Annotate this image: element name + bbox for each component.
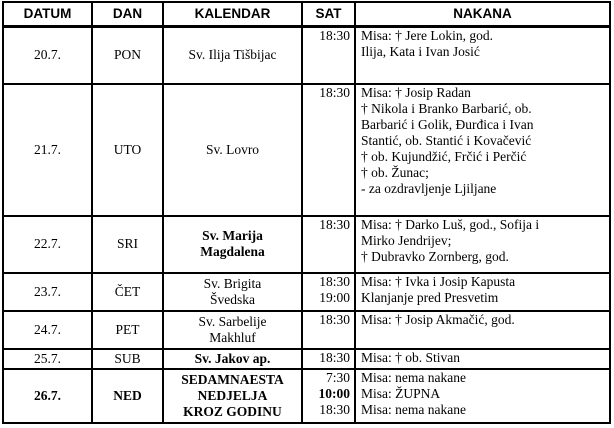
date-cell: 22.7.	[3, 216, 92, 273]
day-cell: NED	[92, 369, 163, 423]
time-cell	[302, 27, 355, 84]
table-row	[3, 273, 610, 311]
saint-line: Sv. Jakov ap.	[194, 350, 271, 366]
intention-line: Misa: † Darko Luš, god., Sofija i	[361, 216, 540, 232]
time-value: 18:30	[319, 273, 350, 289]
table-row	[3, 216, 610, 273]
day-cell: PON	[92, 27, 163, 84]
intention-line: Misa: † Ivka i Josip Kapusta	[361, 273, 516, 289]
table-row	[3, 311, 610, 349]
saint-cell	[163, 216, 302, 273]
time-value: 18:30	[319, 84, 350, 100]
saint-line: Sv. Marija	[202, 228, 263, 243]
saint-line: Magdalena	[200, 244, 265, 259]
intention-line: † Dubravko Zornberg, god.	[361, 248, 509, 264]
table-row	[3, 84, 610, 216]
time-value: 18:30	[319, 349, 350, 365]
date-cell: 23.7.	[3, 273, 92, 311]
date-cell: 20.7.	[3, 27, 92, 84]
saint-line: NEDJELJA	[197, 387, 268, 403]
intention-cell	[355, 27, 610, 84]
time-value: 18:30	[319, 216, 350, 232]
time-cell	[302, 84, 355, 216]
header-datum: DATUM	[3, 2, 92, 27]
saint-line: Sv. Ilija Tišbijac	[188, 47, 277, 63]
date-cell: 21.7.	[3, 84, 92, 216]
time-value: 18:30	[319, 311, 350, 327]
intention-cell	[355, 349, 610, 369]
table-row	[3, 27, 610, 84]
time-value: 19:00	[319, 289, 350, 305]
time-cell	[302, 216, 355, 273]
intention-cell	[355, 216, 610, 273]
intention-line: Misa: † ob. Stivan	[361, 349, 461, 365]
time-value: 10:00	[318, 385, 350, 401]
intention-line: Barbarić i Golik, Đurđica i Ivan	[361, 116, 534, 132]
intention-line: Stantić, ob. Stantić i Kovačević	[361, 132, 532, 148]
saint-cell	[163, 369, 302, 423]
intention-cell	[355, 273, 610, 311]
time-cell	[302, 311, 355, 349]
mass-schedule-table	[2, 1, 611, 424]
day-cell: SRI	[92, 216, 163, 273]
table-row	[3, 349, 610, 369]
saint-cell	[163, 311, 302, 349]
saint-cell	[163, 273, 302, 311]
intention-line: Misa: nema nakane	[361, 369, 466, 385]
intention-cell	[355, 311, 610, 349]
date-cell: 24.7.	[3, 311, 92, 349]
date-cell: 25.7.	[3, 349, 92, 369]
saint-line: Sv. Brigita	[203, 275, 262, 291]
saint-line: Sv. Lovro	[205, 141, 260, 157]
intention-line: Klanjanje pred Presvetim	[361, 289, 499, 305]
intention-cell	[355, 84, 610, 216]
header-dan: DAN	[92, 2, 163, 27]
time-value: 7:30	[325, 369, 350, 385]
saint-cell	[163, 349, 302, 369]
saint-line: KROZ GODINU	[183, 403, 282, 419]
time-value: 18:30	[319, 401, 350, 417]
time-cell	[302, 349, 355, 369]
time-cell	[302, 273, 355, 311]
date-cell: 26.7.	[3, 369, 92, 423]
day-cell: ČET	[92, 273, 163, 311]
intention-line: - za ozdravljenje Ljiljane	[361, 180, 497, 196]
header-row	[3, 2, 610, 27]
intention-line: Mirko Jendrijev;	[361, 232, 452, 248]
saint-cell	[163, 27, 302, 84]
table-row	[3, 369, 610, 423]
header-kalendar: KALENDAR	[163, 2, 302, 27]
saint-line: Makhluf	[209, 329, 256, 345]
intention-line: Misa: ŽUPNA	[361, 385, 441, 401]
header-nakana: NAKANA	[355, 2, 610, 27]
intention-line: Ilija, Kata i Ivan Josić	[361, 44, 480, 59]
saint-cell	[163, 84, 302, 216]
saint-line: Sv. Sarbelije	[198, 313, 267, 329]
intention-line: † ob. Kujundžić, Frčić i Perčić	[361, 148, 527, 164]
saint-line: SEDAMNAESTA	[181, 371, 284, 387]
intention-line: Misa: † Josip Akmačić, god.	[361, 311, 515, 327]
header-sat: SAT	[302, 2, 355, 27]
day-cell: PET	[92, 311, 163, 349]
time-cell	[302, 369, 355, 423]
intention-cell	[355, 369, 610, 423]
time-value: 18:30	[319, 28, 350, 43]
day-cell: UTO	[92, 84, 163, 216]
day-cell: SUB	[92, 349, 163, 369]
intention-line: Misa: nema nakane	[361, 401, 466, 417]
saint-line: Švedska	[210, 291, 255, 307]
intention-line: Misa: † Josip Radan	[361, 84, 471, 100]
intention-line: Misa: † Jere Lokin, god.	[361, 28, 493, 43]
intention-line: † Nikola i Branko Barbarić, ob.	[361, 100, 532, 116]
intention-line: † ob. Žunac;	[361, 164, 429, 180]
